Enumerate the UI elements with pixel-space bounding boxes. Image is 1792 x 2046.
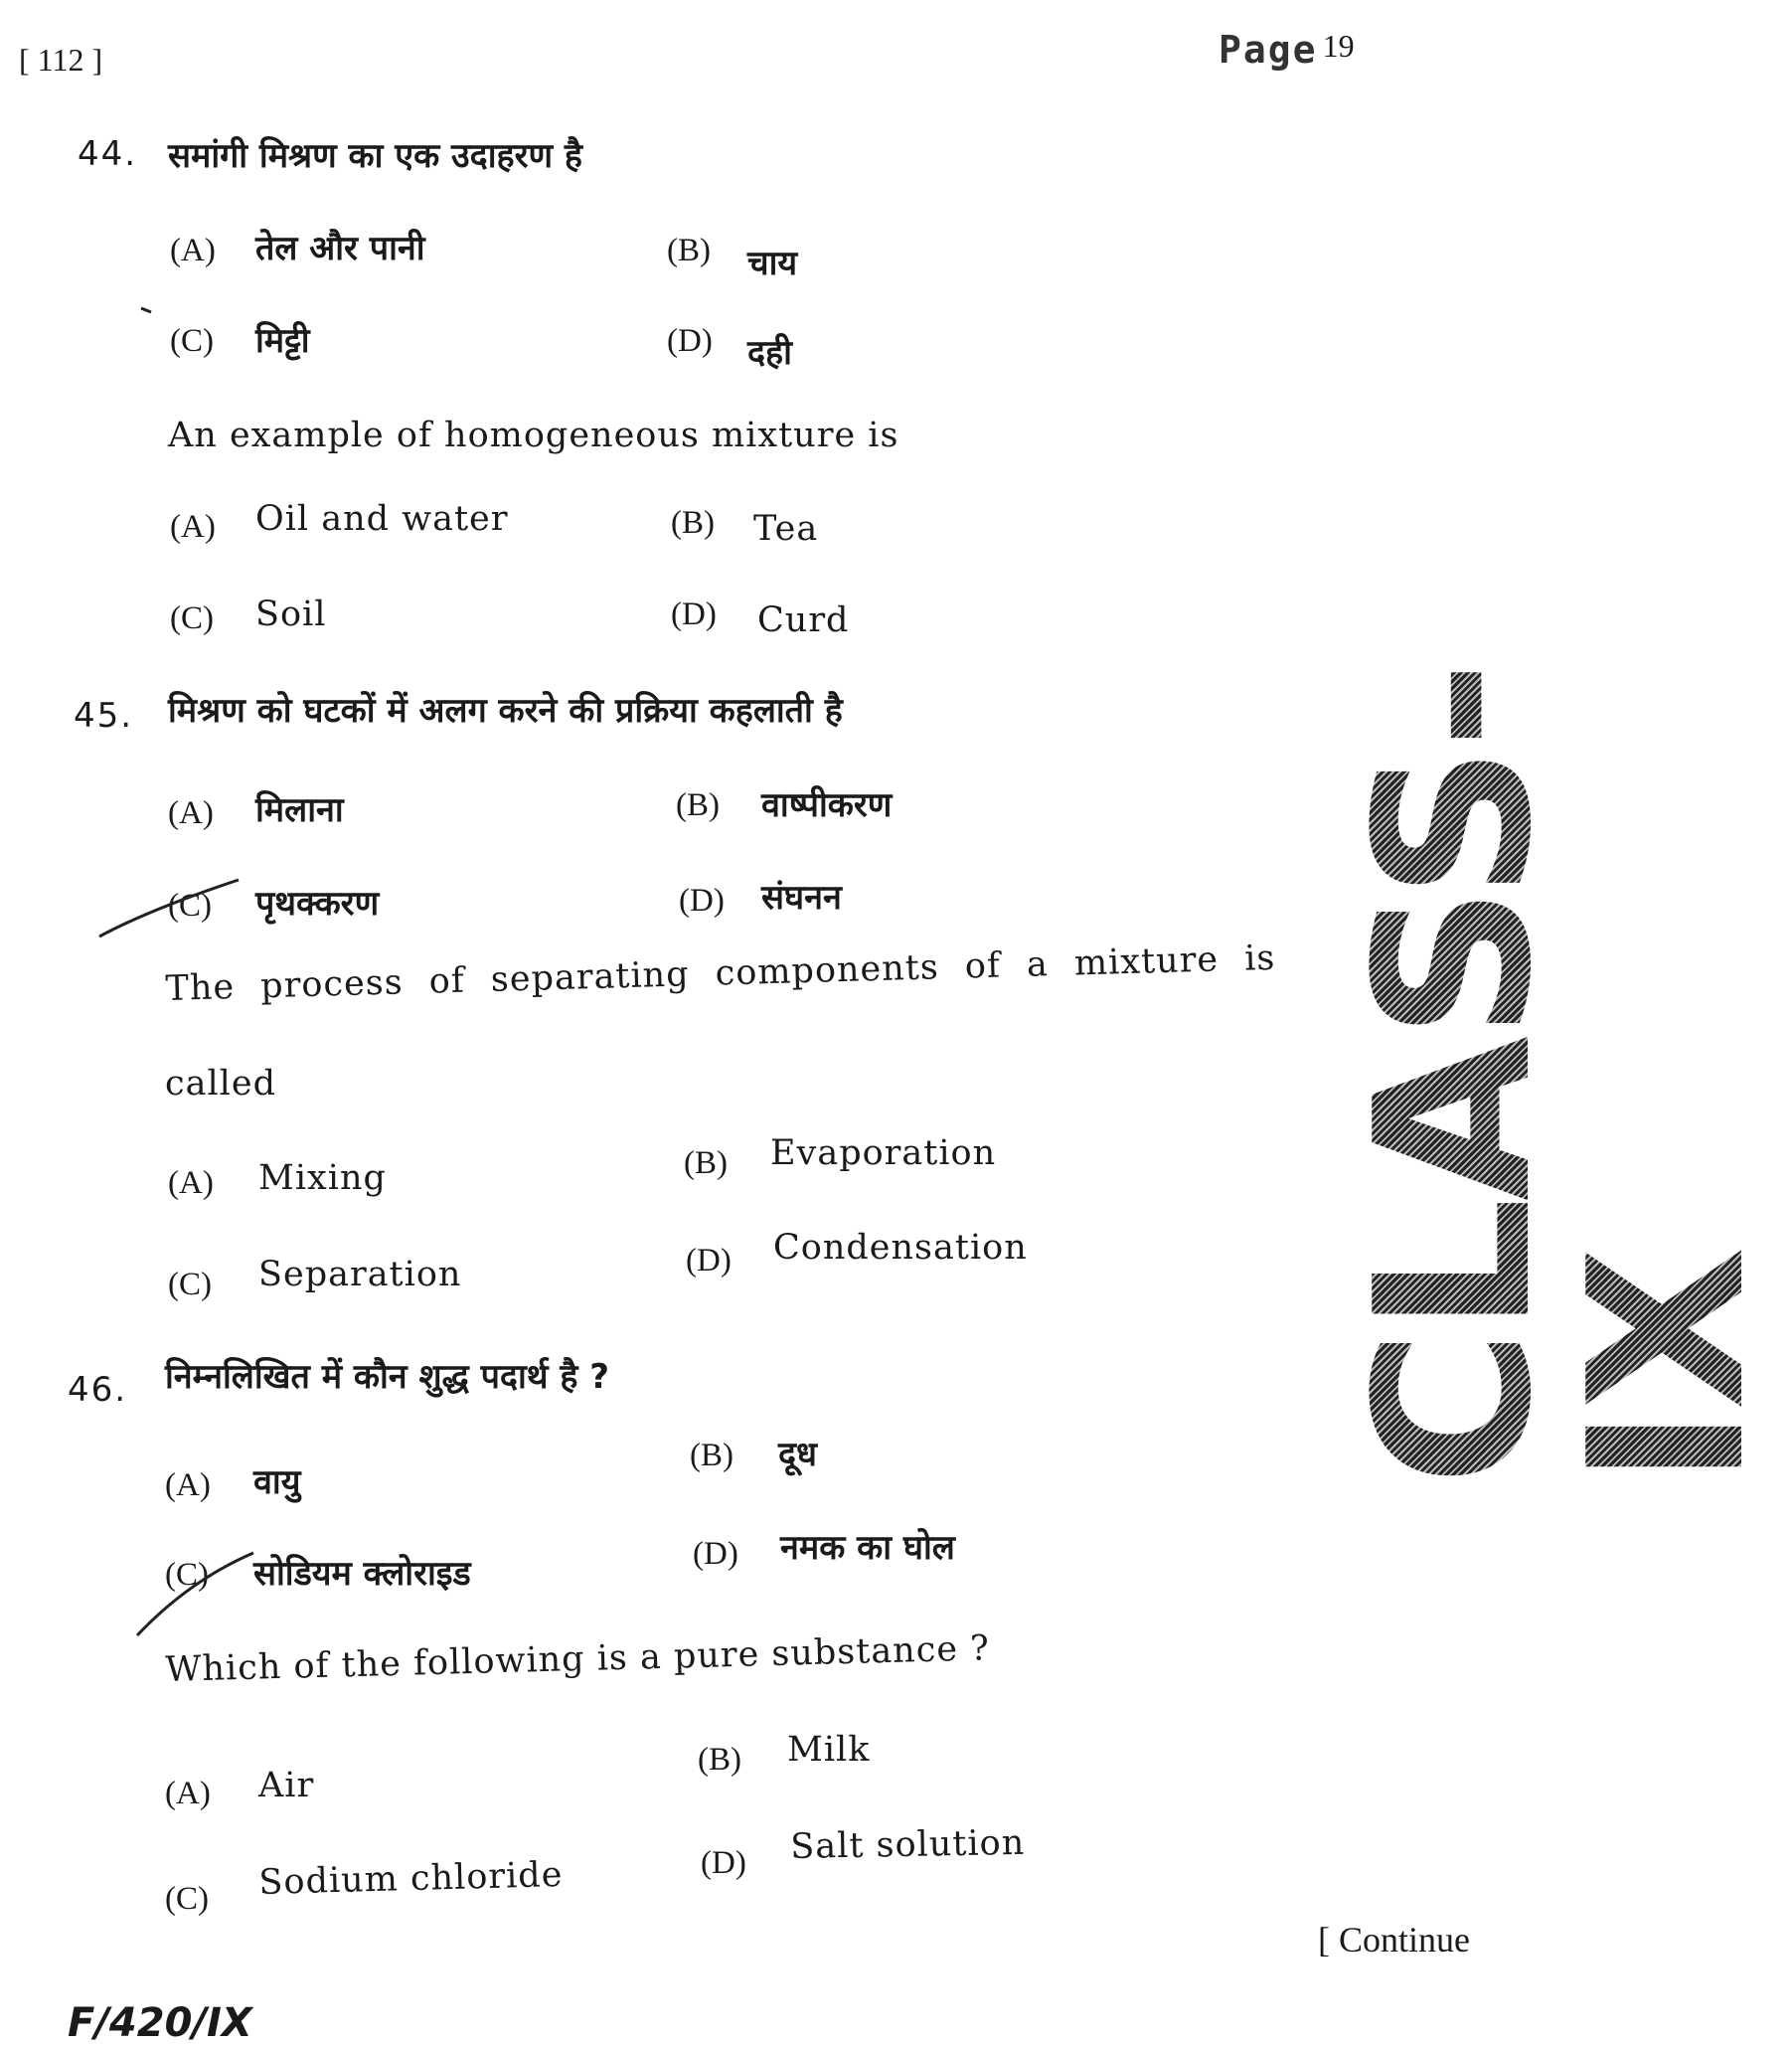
option-text: Condensation [773,1228,1028,1268]
option-text: Separation [258,1255,462,1294]
option-text: पृथक्करण [255,884,380,924]
page-bracket-number: [ 112 ] [19,42,103,78]
option-text: Oil and water [255,499,509,539]
option-text: Milk [787,1730,871,1770]
option-label: (D) [671,597,717,632]
option-text: तेल और पानी [255,229,425,268]
option-text: Curd [757,600,850,640]
option-text: दही [747,333,792,373]
option-label: (D) [693,1536,738,1572]
paper-code: F/420/IX [68,2000,252,2046]
option-label: (B) [676,787,720,823]
option-label: (B) [698,1742,741,1778]
question-english: An example of homogeneous mixture is [168,416,899,455]
option-label: (D) [686,1243,732,1279]
option-text: सोडियम क्लोराइड [253,1554,471,1594]
option-label: (B) [684,1145,728,1181]
option-text: वाष्पीकरण [761,785,893,825]
option-text: मिलाना [255,790,344,830]
question-hindi: मिश्रण को घटकों में अलग करने की प्रक्रिया कहलाती है [168,691,843,731]
option-text: Salt solution [790,1822,1026,1867]
option-text: Air [258,1766,315,1805]
question-hindi: समांगी मिश्रण का एक उदाहरण है [168,136,582,176]
question-english-continued: called [165,1064,276,1104]
option-text: Evaporation [770,1133,997,1173]
option-label: (A) [165,1776,211,1811]
question-english: Which of the following is a pure substance ? [165,1628,991,1690]
option-label: (A) [168,1165,214,1201]
question-number: 45. [74,696,134,736]
option-label: (A) [165,1467,211,1503]
stray-mark [141,308,151,312]
tick-mark-q46 [137,1553,253,1635]
tick-mark-q45 [99,880,239,937]
option-text: Soil [255,595,327,634]
option-label: (D) [667,323,713,359]
option-label: (A) [170,233,216,268]
option-text: Tea [753,509,819,549]
question-hindi: निम्नलिखित में कौन शुद्ध पदार्थ है ? [165,1357,609,1397]
option-text: वायु [253,1462,301,1502]
class-watermark: CLASS-IX [1329,664,1792,1486]
question-number: 46. [68,1370,128,1410]
option-label: (B) [671,505,715,541]
option-label: (B) [690,1438,733,1473]
option-label: (B) [667,233,711,268]
option-text: Sodium chloride [258,1854,564,1903]
option-label: (C) [168,888,212,924]
option-label: (D) [701,1845,746,1881]
option-label: (C) [170,600,214,636]
option-label: (D) [679,883,725,919]
option-label: (C) [165,1557,209,1593]
option-text: दूध [778,1435,817,1474]
option-text: Mixing [258,1158,387,1198]
page-word: Page [1219,28,1318,72]
option-text: नमक का घोल [780,1528,955,1568]
continue-note: [ Continue [1318,1920,1470,1960]
option-label: (C) [165,1881,209,1917]
option-label: (C) [170,323,214,359]
question-english: The process of separating components of a mixture is [165,938,1276,1009]
option-label: (C) [168,1267,212,1302]
question-number: 44. [78,134,138,174]
page-number: 19 [1322,28,1355,64]
option-label: (A) [170,509,216,545]
option-text: संघनन [761,878,842,918]
option-text: मिट्टी [255,321,310,361]
option-text: चाय [747,244,798,283]
option-label: (A) [168,795,214,831]
